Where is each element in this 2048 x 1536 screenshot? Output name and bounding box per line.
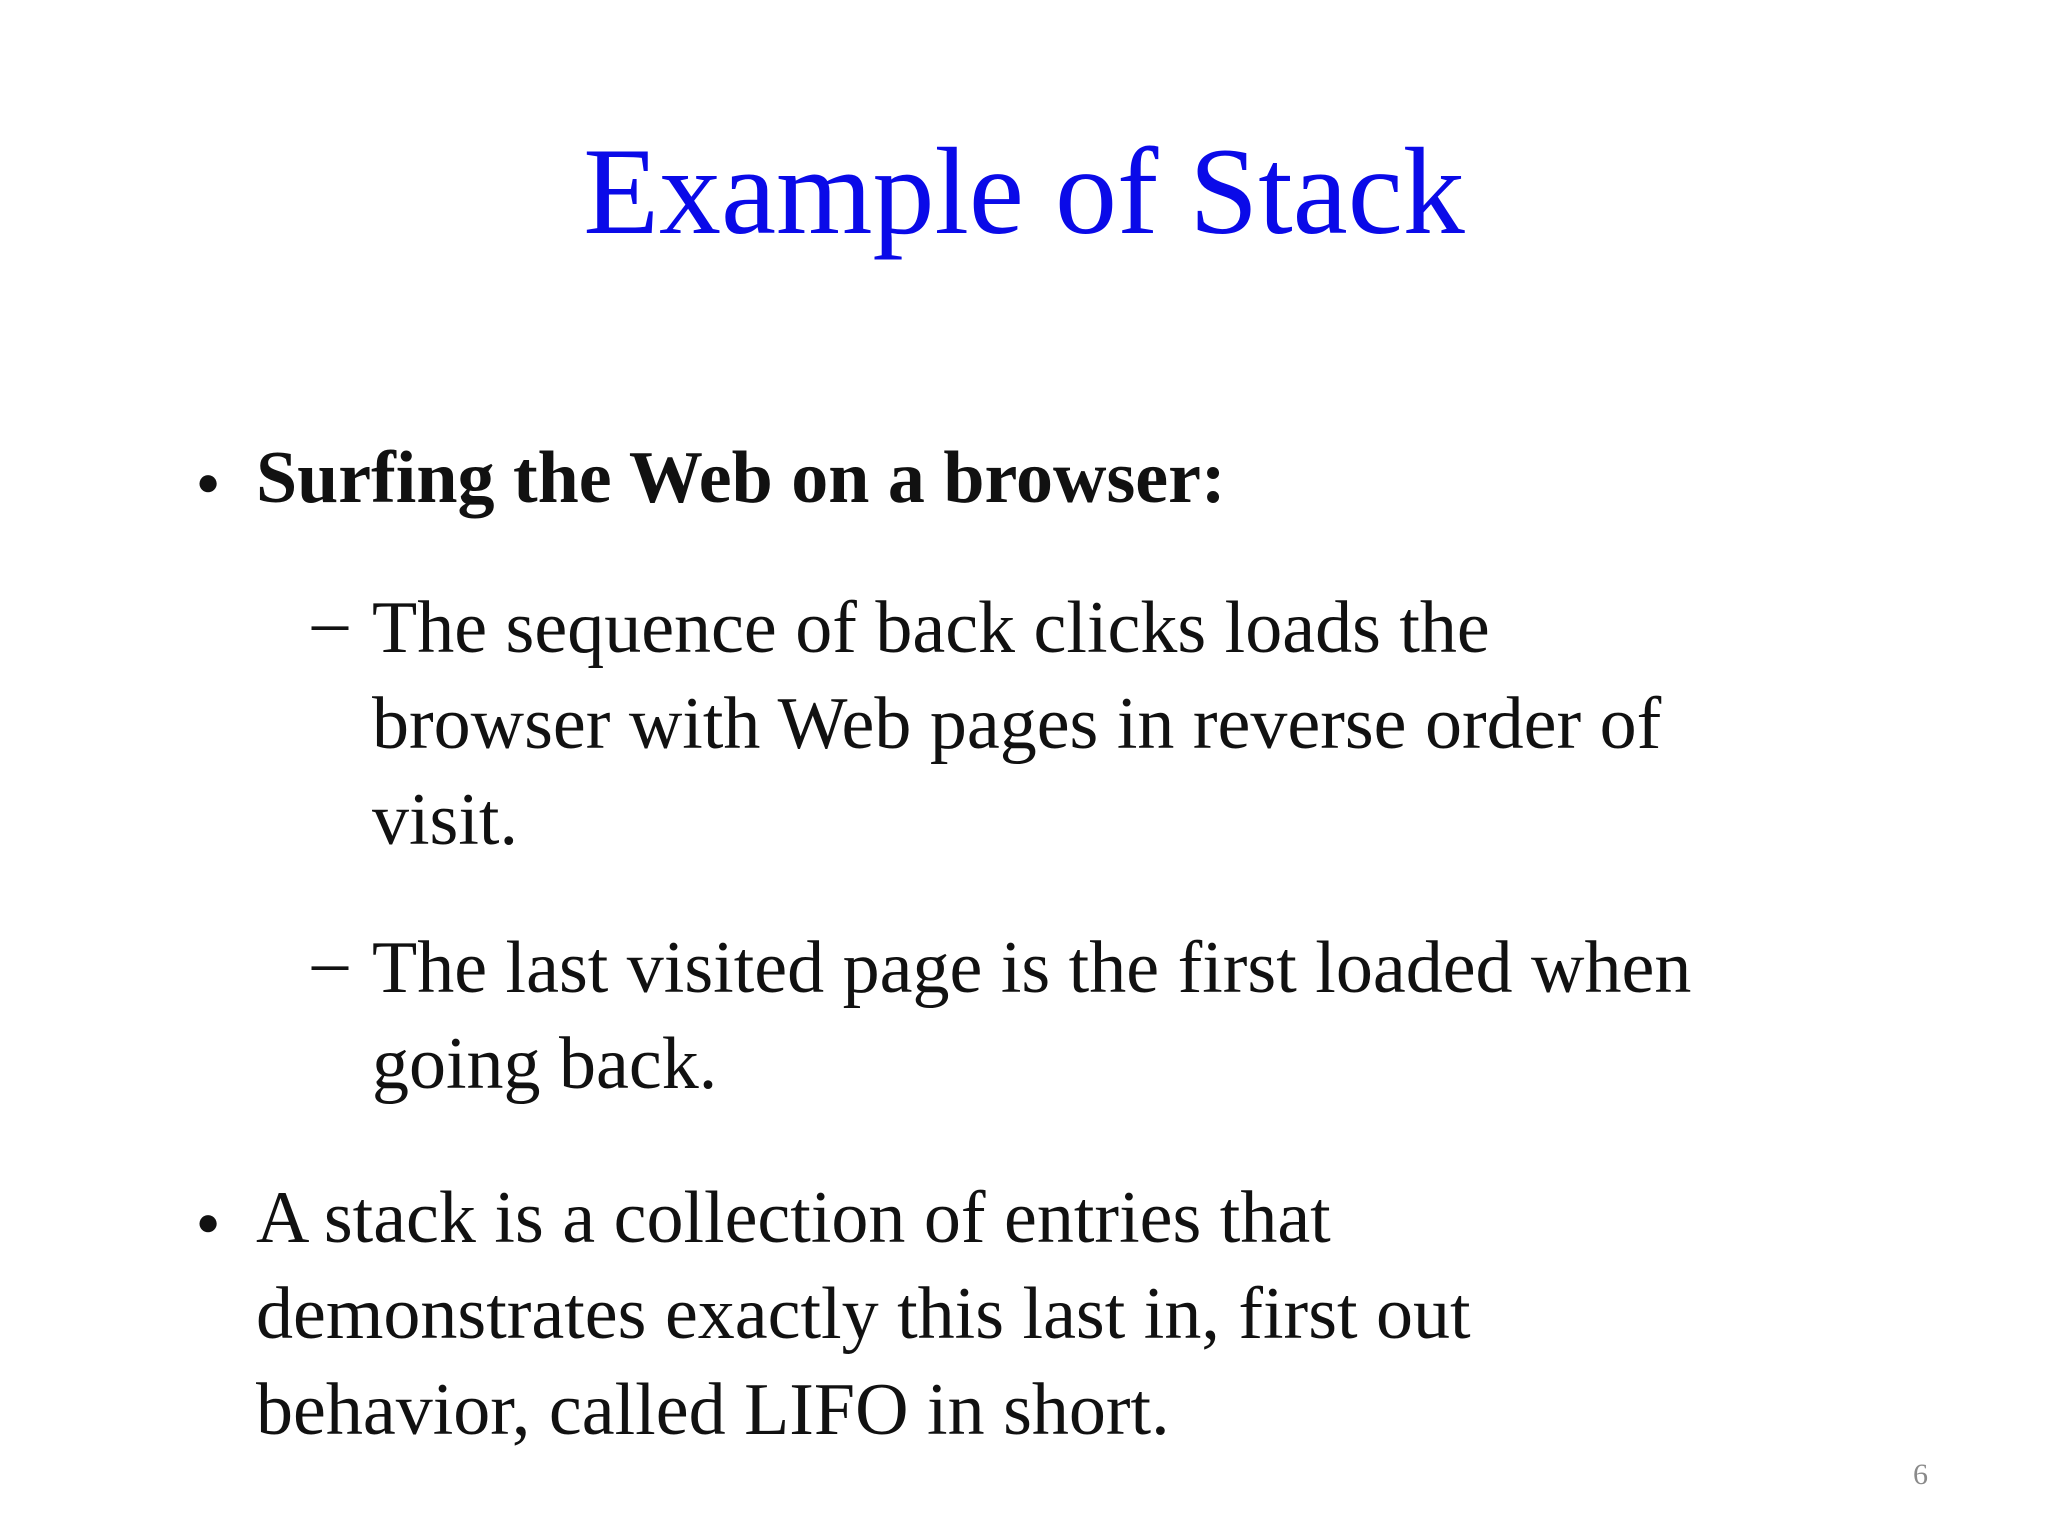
text-line: visit. [372, 779, 518, 861]
dash-icon: – [312, 921, 348, 1001]
page-number: 6 [1913, 1458, 1928, 1491]
slide-title: Example of Stack [583, 123, 1465, 260]
text-line: A stack is a collection of entries that [256, 1177, 1331, 1259]
text-line: demonstrates exactly this last in, first out [256, 1273, 1471, 1355]
sub-bullet-back-clicks [312, 580, 1661, 868]
bullet-dot-icon: ● [196, 459, 221, 504]
bullet-text-surfing: Surfing the Web on a browser: [256, 437, 1226, 519]
text-line: browser with Web pages in reverse order of [372, 683, 1662, 765]
bullet-item-surfing [196, 430, 1226, 526]
bullet-dot-icon: ● [196, 1199, 221, 1244]
text-line: The sequence of back clicks loads the [372, 587, 1490, 669]
dash-icon: – [312, 581, 348, 661]
sub-bullet-text-back-clicks [372, 580, 1661, 868]
bullet-item-stack-definition [196, 1170, 1471, 1458]
text-line: behavior, called LIFO in short. [256, 1369, 1170, 1451]
text-line: going back. [372, 1023, 718, 1105]
sub-bullet-last-visited [312, 920, 1691, 1112]
sub-bullet-text-last-visited [372, 920, 1691, 1112]
text-line: The last visited page is the first loaded when [372, 927, 1692, 1009]
bullet-text-stack-definition [256, 1170, 1471, 1458]
